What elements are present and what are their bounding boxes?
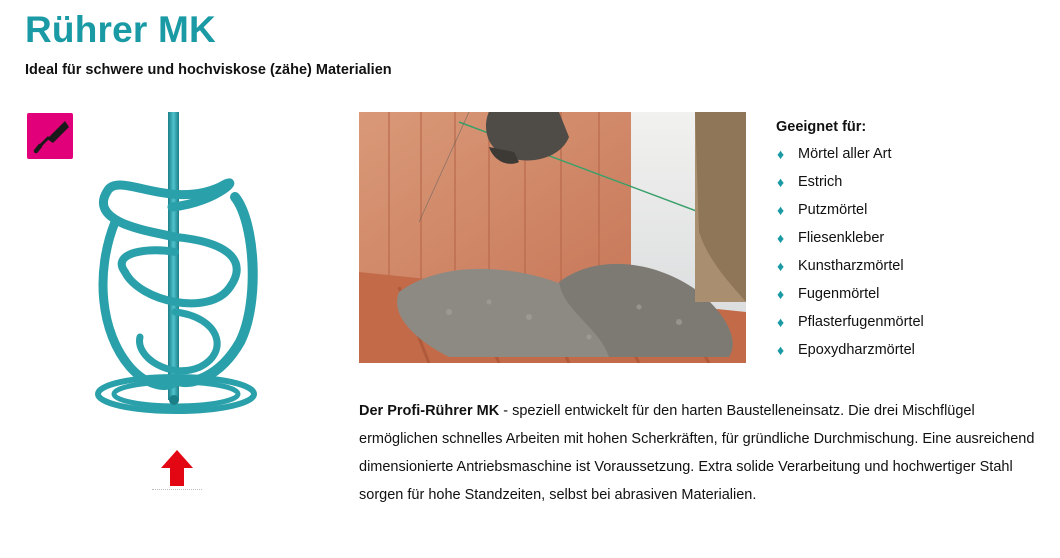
stirrer-product-image <box>80 112 280 432</box>
diamond-bullet-icon: ♦ <box>777 202 785 218</box>
list-item-label: Mörtel aller Art <box>798 146 892 162</box>
list-item <box>776 168 1036 196</box>
bricklaying-photo <box>359 112 746 363</box>
arrow-up-icon <box>155 448 199 490</box>
diamond-bullet-icon: ♦ <box>777 314 785 330</box>
product-description <box>359 397 1039 509</box>
trowel-icon <box>27 113 73 159</box>
list-item-label: Fugenmörtel <box>798 286 880 302</box>
suitable-list <box>776 140 1036 364</box>
diamond-bullet-icon: ♦ <box>777 230 785 246</box>
page-subtitle: Ideal für schwere und hochviskose (zähe) Materialien <box>25 62 392 78</box>
description-body: - speziell entwickelt für den harten Baustelleneinsatz. Die drei Mischflügel ermöglichen schnelles Arbeiten mit hohen Scherkräften, für gründliche Durchmischung. Eine ausreichend dimensionierte Antriebsmaschine ist Voraussetzung. Extra solide Verarbeitung und hochwertiger Stahl sorgen für hohe Standzeiten, selbst bei abrasiven Materialien. <box>359 403 1035 503</box>
suitable-panel <box>776 117 1036 364</box>
direction-arrow <box>155 448 199 490</box>
application-photo <box>359 112 746 363</box>
list-item-label: Pflasterfugenmörtel <box>798 314 924 330</box>
list-item-label: Estrich <box>798 174 843 190</box>
diamond-bullet-icon: ♦ <box>777 342 785 358</box>
category-badge <box>27 113 73 159</box>
diamond-bullet-icon: ♦ <box>777 258 785 274</box>
list-item <box>776 280 1036 308</box>
list-item <box>776 336 1036 364</box>
diamond-bullet-icon: ♦ <box>777 146 785 162</box>
arrow-baseline <box>152 489 202 490</box>
list-item <box>776 224 1036 252</box>
list-item <box>776 140 1036 168</box>
suitable-heading: Geeignet für: <box>776 119 867 135</box>
list-item <box>776 252 1036 280</box>
diamond-bullet-icon: ♦ <box>777 286 785 302</box>
description-lead: Der Profi-Rührer MK <box>359 403 500 419</box>
list-item-label: Kunstharzmörtel <box>798 258 904 274</box>
list-item-label: Fliesenkleber <box>798 230 885 246</box>
list-item-label: Putzmörtel <box>798 202 868 218</box>
spiral-mixer-paddle-icon <box>80 112 280 432</box>
list-item <box>776 196 1036 224</box>
diamond-bullet-icon: ♦ <box>777 174 785 190</box>
list-item-label: Epoxydharzmörtel <box>798 342 915 358</box>
page-title: Rührer MK <box>25 9 216 50</box>
list-item <box>776 308 1036 336</box>
